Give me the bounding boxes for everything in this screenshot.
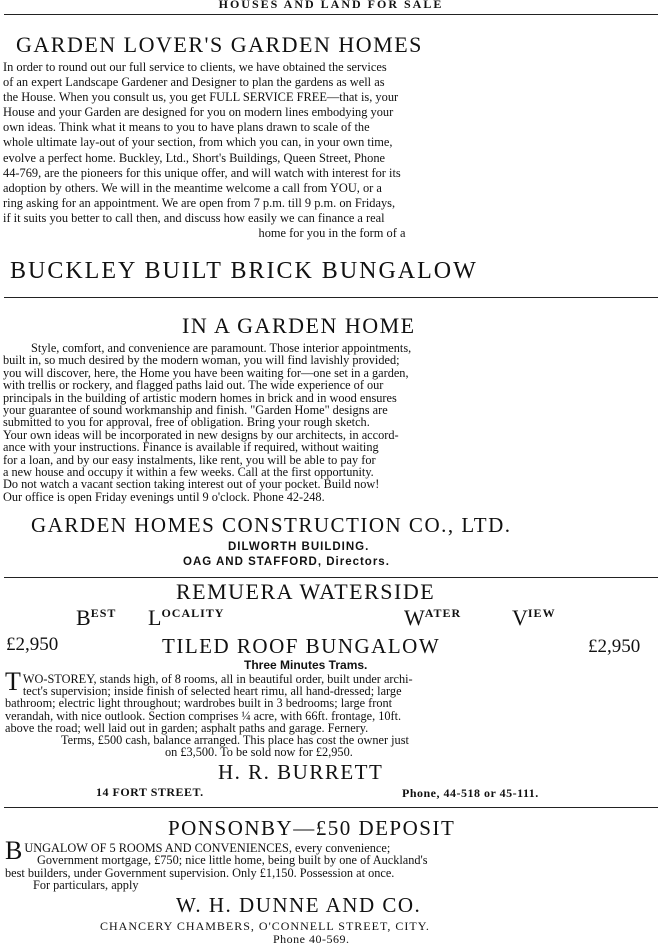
ad4-line: best builders, under Government supervision. Only £1,150. Possession at once.: [5, 865, 395, 880]
ad2-company: GARDEN HOMES CONSTRUCTION CO., LTD.: [31, 513, 512, 537]
ad3-agent: H. R. BURRETT: [218, 760, 384, 784]
ad3-subhead: Three Minutes Trams.: [244, 658, 368, 672]
ad2-line: Your own ideas will be incorporated in new designs by our architects, in accord-: [3, 427, 399, 442]
ad4-agent: W. H. DUNNE AND CO.: [176, 893, 422, 917]
ad4-title: PONSONBY—£50 DEPOSIT: [168, 816, 456, 840]
ad3-locality-view: [512, 605, 556, 631]
ad1-title: GARDEN LOVER'S GARDEN HOMES: [16, 32, 423, 57]
ad1-line: evolve a perfect home. Buckley, Ltd., Short's Buildings, Queen Street, Phone: [3, 150, 386, 165]
ad4-body: [5, 836, 657, 893]
ad1-line: of an expert Landscape Gardener and Designer to plan the gardens as well as: [3, 75, 385, 90]
ad3-title: REMUERA WATERSIDE: [176, 579, 436, 604]
ad3-line: above the road; well laid out in garden; asphalt paths and garage. Fernery.: [5, 720, 369, 735]
ad2-line: built in, so much desired by the modern woman, you will find lavishly provided;: [3, 353, 400, 368]
section-header: HOUSES AND LAND FOR SALE: [218, 0, 444, 11]
ad3-address: 14 FORT STREET.: [96, 785, 204, 799]
ad2-line: Style, comfort, and convenience are paramount. Those interior appointments,: [31, 341, 412, 355]
ad3-locality-rest: OCALITY: [161, 606, 225, 620]
ad3-locality-rest: EST: [90, 606, 117, 620]
ad3-locality-initial: B: [76, 605, 91, 630]
ad3-locality-initial: L: [148, 605, 162, 630]
ad2-title: IN A GARDEN HOME: [182, 313, 416, 338]
ad2-line: for a loan, and by our easy instalments, like rent, you will be able to pay for: [3, 452, 376, 467]
ad4-particulars: For particulars, apply: [33, 878, 139, 893]
divider: [4, 577, 658, 578]
ad2-line: submitted to you for approval, free of obligation. Bring your rough sketch.: [3, 415, 370, 430]
ad3-locality-rest: ATER: [424, 606, 462, 620]
ad1-line: the House. When you consult us, you get FULL SERVICE FREE—that is, your: [3, 90, 399, 105]
ad3-locality-rest: IEW: [527, 606, 556, 620]
ad1-line: House and your Garden are designed for you on modern lines embodying your: [3, 105, 394, 120]
ad1-body: [3, 60, 661, 241]
ad1-line: own ideas. Think what it means to you to have plans drawn to scale of the: [3, 120, 370, 135]
ad3-price-left: £2,950: [6, 634, 59, 655]
ad3-locality-locality: [148, 605, 224, 631]
ad2-directors: OAG AND STAFFORD, Directors.: [183, 556, 390, 568]
ad1-line: In order to round out our full service to clients, we have obtained the services: [3, 60, 387, 74]
ad4-phone: Phone 40-569.: [273, 932, 350, 946]
ad2-line: principals in the building of artistic modern homes in brick and in wood ensures: [3, 390, 397, 405]
ad3-locality-water: [404, 605, 461, 631]
ad4-address: CHANCERY CHAMBERS, O'CONNELL STREET, CITY.: [100, 919, 430, 933]
ad2-line: ance with your instructions. Finance is available if required, without waiting: [3, 440, 379, 455]
ad4-dropcap: B: [5, 836, 23, 865]
ad3-line: bathroom; electric light throughout; wardrobes built in 3 bedrooms; large front: [5, 696, 393, 711]
ad1-line: 44-769, are the pioneers for this unique offer, and will watch with interest for its: [3, 165, 401, 180]
ad3-headline: TILED ROOF BUNGALOW: [162, 634, 441, 658]
divider: [4, 807, 658, 808]
ad3-line: on £3,500. To be sold now for £2,950.: [165, 745, 353, 760]
ad3-line: tect's supervision; inside finish of selected heart rimu, all hand-dressed; large: [22, 684, 402, 699]
ad3-locality-initial: V: [512, 605, 528, 630]
ad2-line: your guarantee of sound workmanship and finish. "Garden Home" designs are: [3, 403, 388, 418]
divider: [4, 297, 658, 298]
ad1-last-line: home for you in the form of a: [258, 226, 406, 241]
ad3-line: verandah, with nice outlook. Section comprises ¼ acre, with 66ft. frontage, 10ft.: [5, 708, 402, 723]
ad3-body: [5, 667, 658, 760]
ad3-line: WO-STOREY, stands high, of 8 rooms, all in beautiful order, built under archi-: [22, 672, 413, 686]
ad3-phone: Phone, 44-518 or 45-111.: [402, 786, 539, 800]
ad3-line: Terms, £500 cash, balance arranged. This place has cost the owner just: [61, 733, 409, 748]
ad2-line: Do not watch a vacant section taking interest out of your pocket. Build now!: [3, 477, 380, 492]
ad2-line: with trellis or rockery, and flagged paths laid out. The wide experience of our: [3, 378, 384, 393]
ad3-locality-initial: W: [404, 605, 425, 630]
ad2-line: you will discover, here, the Home you have been waiting for—one set in a garden,: [3, 365, 409, 380]
ad1-line: ring asking for an appointment. We are open from 7 p.m. till 9 p.m. on Fridays,: [3, 195, 396, 210]
ad1-tagline: BUCKLEY BUILT BRICK BUNGALOW: [10, 258, 478, 284]
ad4-line: UNGALOW OF 5 ROOMS AND CONVENIENCES, every convenience;: [24, 841, 391, 855]
ad3-price-right: £2,950: [588, 636, 641, 657]
ad2-line: a new house and occupy it within a few weeks. Call at the first opportunity.: [3, 465, 374, 480]
ad2-body: [3, 342, 659, 503]
ad3-locality-best: [76, 605, 116, 631]
ad4-line: Government mortgage, £750; nice little home, being built by one of Auckland's: [37, 853, 428, 868]
ad1-line: adoption by others. We will in the meantime welcome a call from YOU, or a: [3, 180, 382, 195]
divider: [4, 14, 658, 15]
ad2-building: DILWORTH BUILDING.: [228, 541, 370, 553]
ad3-dropcap: T: [5, 667, 21, 696]
ad1-line: if it suits you better to call then, and discuss how easily we can finance a real: [3, 210, 385, 225]
ad1-line: whole ultimate lay-out of your section, from which you can, in your own time,: [3, 135, 393, 150]
ad2-last-line: Our office is open Friday evenings until 9 o'clock. Phone 42-248.: [3, 489, 325, 504]
